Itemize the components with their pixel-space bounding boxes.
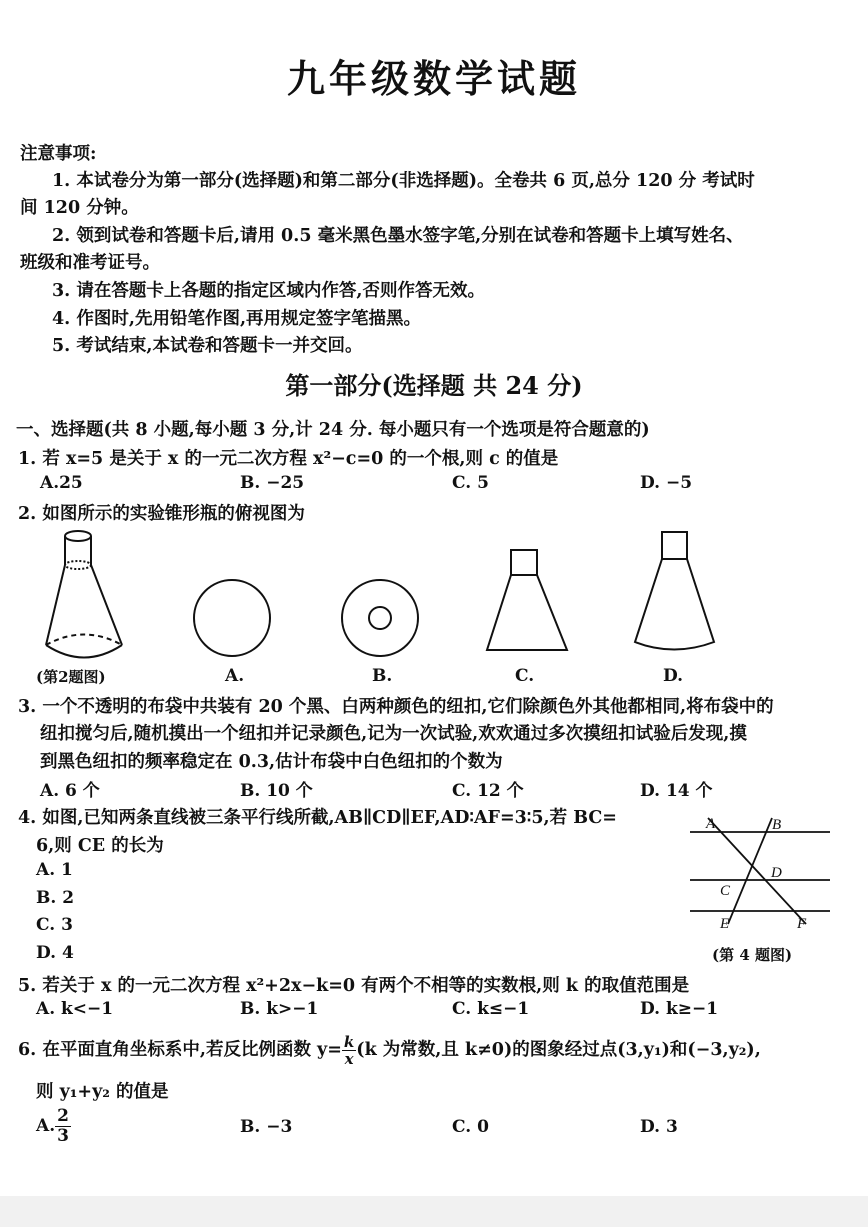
q6-line-1-end: (k 为常数,且 k≠0)的图象经过点(3,y₁)和(−3,y₂), — [356, 1040, 761, 1060]
q2-option-d: D. — [663, 666, 684, 686]
q4-line-1: 4. 如图,已知两条直线被三条平行线所截,AB∥CD∥EF,AD∶AF=3∶5,若 BC= — [18, 808, 617, 828]
q6-line-1-start: 6. 在平面直角坐标系中,若反比例函数 y= — [18, 1040, 342, 1060]
notice-heading: 注意事项: — [20, 144, 97, 164]
part1-title: 第一部分(选择题 共 24 分) — [285, 371, 583, 400]
section1-heading: 一、选择题(共 8 小题,每小题 3 分,计 24 分. 每小题只有一个选项是符合题意的) — [16, 420, 650, 440]
q5-stem: 5. 若关于 x 的一元二次方程 x²+2x−k=0 有两个不相等的实数根,则 k 的取值范围是 — [18, 976, 690, 996]
point-label-d: D — [771, 865, 782, 881]
notice-line-4: 4. 作图时,先用铅笔作图,再用规定签字笔描黑。 — [52, 309, 422, 329]
q3-line-1: 3. 一个不透明的布袋中共装有 20 个黑、白两种颜色的纽扣,它们除颜色外其他都相同,将布袋中的 — [18, 697, 774, 717]
notice-line-1b: 间 120 分钟。 — [20, 198, 139, 218]
q1-option-a: A.25 — [40, 473, 83, 493]
q4-option-b: B. 2 — [36, 888, 75, 908]
q5-option-a: A. k<−1 — [36, 999, 114, 1019]
q3-option-b: B. 10 个 — [240, 781, 313, 801]
q6-fraction-denominator: x — [344, 1050, 354, 1068]
q1-option-c: C. 5 — [452, 473, 489, 493]
q6-option-a-prefix: A. — [36, 1116, 56, 1136]
q6-line-2: 则 y₁+y₂ 的值是 — [36, 1082, 169, 1102]
q4-caption: (第 4 题图) — [712, 946, 793, 964]
q5-option-d: D. k≥−1 — [640, 999, 719, 1019]
page-title: 九年级数学试题 — [286, 56, 581, 101]
point-label-c: C — [720, 883, 731, 899]
q6-option-a-fraction — [55, 1107, 71, 1146]
q1-stem: 1. 若 x=5 是关于 x 的一元二次方程 x²−c=0 的一个根,则 c 的值是 — [18, 449, 559, 469]
q6-option-d: D. 3 — [640, 1117, 678, 1137]
option-c-shape — [487, 550, 567, 650]
q3-line-2: 纽扣搅匀后,随机摸出一个纽扣并记录颜色,记为一次试验,欢欢通过多次摸纽扣试验后发现,摸 — [40, 724, 747, 744]
q6-fraction — [342, 1034, 356, 1067]
q6-option-a — [36, 1106, 71, 1146]
option-b-ring — [342, 580, 418, 656]
q6-option-b: B. −3 — [240, 1117, 293, 1137]
bottom-margin-strip — [0, 1196, 868, 1227]
transversal-af — [708, 818, 806, 924]
point-label-b: B — [772, 817, 782, 833]
option-a-circle — [194, 580, 270, 656]
q2-option-a: A. — [225, 666, 245, 686]
notice-line-1a: 1. 本试卷分为第一部分(选择题)和第二部分(非选择题)。全卷共 6 页,总分 120 分 考试时 — [52, 171, 755, 191]
q1-option-d: D. −5 — [640, 473, 693, 493]
q2-stem: 2. 如图所示的实验锥形瓶的俯视图为 — [18, 504, 305, 524]
q3-option-c: C. 12 个 — [452, 781, 524, 801]
notice-line-2b: 班级和准考证号。 — [20, 253, 160, 273]
q6-line-1 — [18, 1032, 761, 1068]
notice-line-3: 3. 请在答题卡上各题的指定区域内作答,否则作答无效。 — [52, 281, 485, 301]
q4-line-2: 6,则 CE 的长为 — [36, 836, 164, 856]
q4-figure — [680, 810, 840, 940]
point-label-e: E — [720, 916, 730, 932]
q3-line-3: 到黑色纽扣的频率稳定在 0.3,估计布袋中白色纽扣的个数为 — [40, 752, 503, 772]
q3-option-d: D. 14 个 — [640, 781, 713, 801]
transversal-be — [728, 818, 772, 924]
q2-caption: (第2题图) — [36, 668, 106, 686]
notice-line-5: 5. 考试结束,本试卷和答题卡一并交回。 — [52, 336, 363, 356]
q3-option-a: A. 6 个 — [40, 781, 100, 801]
q5-option-c: C. k≤−1 — [452, 999, 530, 1019]
q6-option-c: C. 0 — [452, 1117, 489, 1137]
q6-fraction-numerator: k — [343, 1033, 355, 1051]
notice-line-2a: 2. 领到试卷和答题卡后,请用 0.5 毫米黑色墨水签字笔,分别在试卷和答题卡上填写姓名、 — [52, 226, 744, 246]
q1-option-b: B. −25 — [240, 473, 305, 493]
conical-flask-figure — [46, 531, 122, 658]
q6-option-a-numerator: 2 — [57, 1106, 69, 1126]
q5-option-b: B. k>−1 — [240, 999, 319, 1019]
q2-option-b: B. — [372, 666, 393, 686]
q4-option-a: A. 1 — [36, 860, 73, 880]
q6-option-a-denominator: 3 — [57, 1126, 69, 1146]
option-d-shape — [635, 532, 714, 650]
q2-figures — [0, 520, 868, 670]
point-label-f: F — [797, 916, 807, 932]
point-label-a: A — [706, 816, 716, 832]
q2-option-c: C. — [515, 666, 535, 686]
q4-option-c: C. 3 — [36, 915, 73, 935]
q4-option-d: D. 4 — [36, 943, 74, 963]
